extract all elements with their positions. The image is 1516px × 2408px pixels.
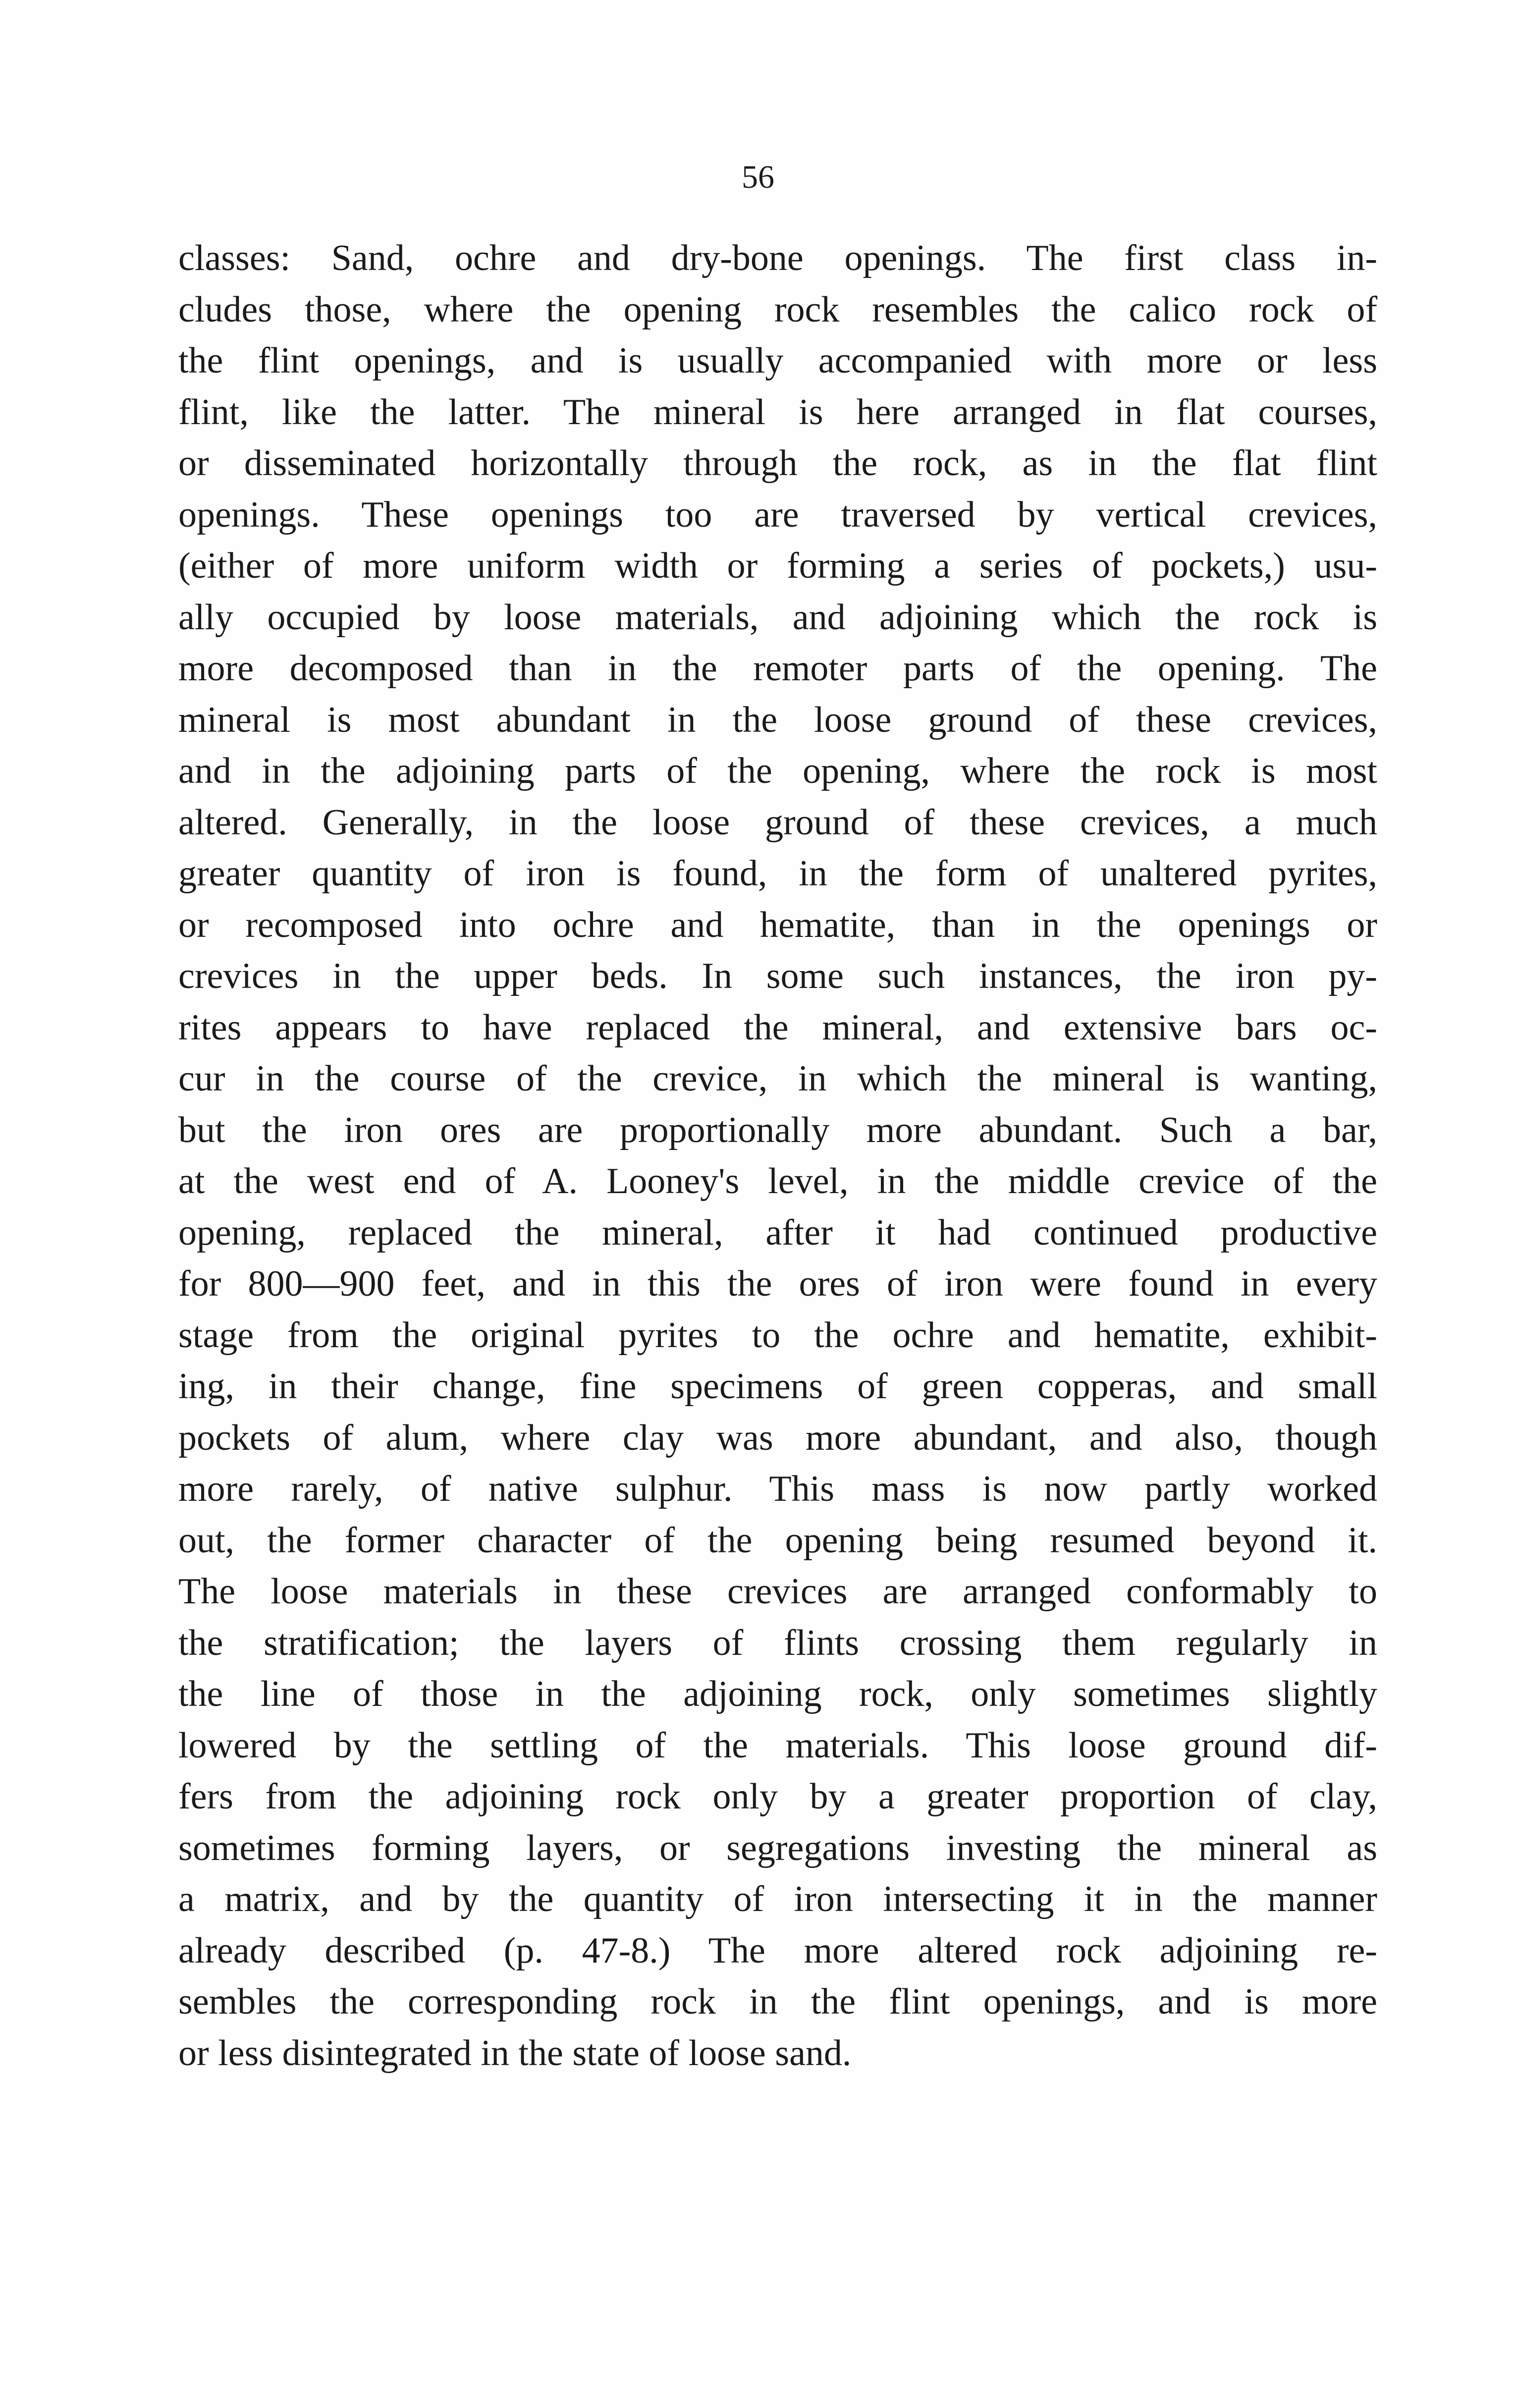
text-line: sembles the corresponding rock in the flint openings, and is more [178, 1981, 1377, 2022]
text-line: altered. Generally, in the loose ground of these crevices, a much [178, 802, 1377, 843]
text-line: pockets of alum, where clay was more abundant, and also, though [178, 1417, 1377, 1458]
text-line: greater quantity of iron is found, in the form of unaltered pyrites, [178, 853, 1377, 894]
text-line: (either of more uniform width or forming a series of pockets,) usu- [178, 546, 1377, 586]
text-line: ally occupied by loose materials, and adjoining which the rock is [178, 597, 1377, 638]
text-line: fers from the adjoining rock only by a greater proportion of clay, [178, 1776, 1377, 1817]
text-line: classes: Sand, ochre and dry-bone openings. The first class in- [178, 238, 1377, 278]
text-line: a matrix, and by the quantity of iron intersecting it in the manner [178, 1879, 1377, 1919]
text-line: opening, replaced the mineral, after it had continued productive [178, 1212, 1377, 1253]
text-line: or recomposed into ochre and hematite, than in the openings or [178, 904, 1377, 945]
text-line: openings. These openings too are traversed by vertical crevices, [178, 494, 1377, 535]
text-line: cur in the course of the crevice, in which the mineral is wanting, [178, 1058, 1377, 1099]
text-line: or disseminated horizontally through the rock, as in the flat flint [178, 443, 1377, 484]
text-line: The loose materials in these crevices are arranged conformably to [178, 1571, 1377, 1612]
body-text [178, 233, 1377, 2079]
text-line: or less disintegrated in the state of loose sand. [178, 2032, 852, 2074]
text-line: for 800—900 feet, and in this the ores of iron were found in every [178, 1263, 1377, 1304]
text-line: the flint openings, and is usually accompanied with more or less [178, 340, 1377, 381]
text-line: more decomposed than in the remoter parts of the opening. The [178, 648, 1377, 689]
text-line: mineral is most abundant in the loose ground of these crevices, [178, 699, 1377, 740]
text-line: more rarely, of native sulphur. This mass is now partly worked [178, 1469, 1377, 1509]
page-number: 56 [742, 159, 774, 195]
text-line: but the iron ores are proportionally more abundant. Such a bar, [178, 1109, 1377, 1150]
text-line: already described (p. 47-8.) The more altered rock adjoining re- [178, 1930, 1377, 1971]
text-line: lowered by the settling of the materials. This loose ground dif- [178, 1725, 1377, 1766]
text-line: flint, like the latter. The mineral is here arranged in flat courses, [178, 391, 1377, 433]
text-line: crevices in the upper beds. In some such instances, the iron py- [178, 956, 1377, 996]
text-line: ing, in their change, fine specimens of green copperas, and small [178, 1366, 1377, 1407]
text-line: sometimes forming layers, or segregations investing the mineral as [178, 1827, 1377, 1868]
text-line: and in the adjoining parts of the opening, where the rock is most [178, 751, 1377, 791]
text-line: the line of those in the adjoining rock, only sometimes slightly [178, 1674, 1377, 1714]
text-line: cludes those, where the opening rock resembles the calico rock of [178, 289, 1377, 330]
text-line: rites appears to have replaced the mineral, and extensive bars oc- [178, 1007, 1377, 1048]
text-line: at the west end of A. Looney's level, in the middle crevice of the [178, 1161, 1377, 1202]
text-line: out, the former character of the opening being resumed beyond it. [178, 1520, 1377, 1561]
text-line: stage from the original pyrites to the ochre and hematite, exhibit- [178, 1314, 1377, 1356]
text-line: the stratification; the layers of flints crossing them regularly in [178, 1622, 1377, 1663]
